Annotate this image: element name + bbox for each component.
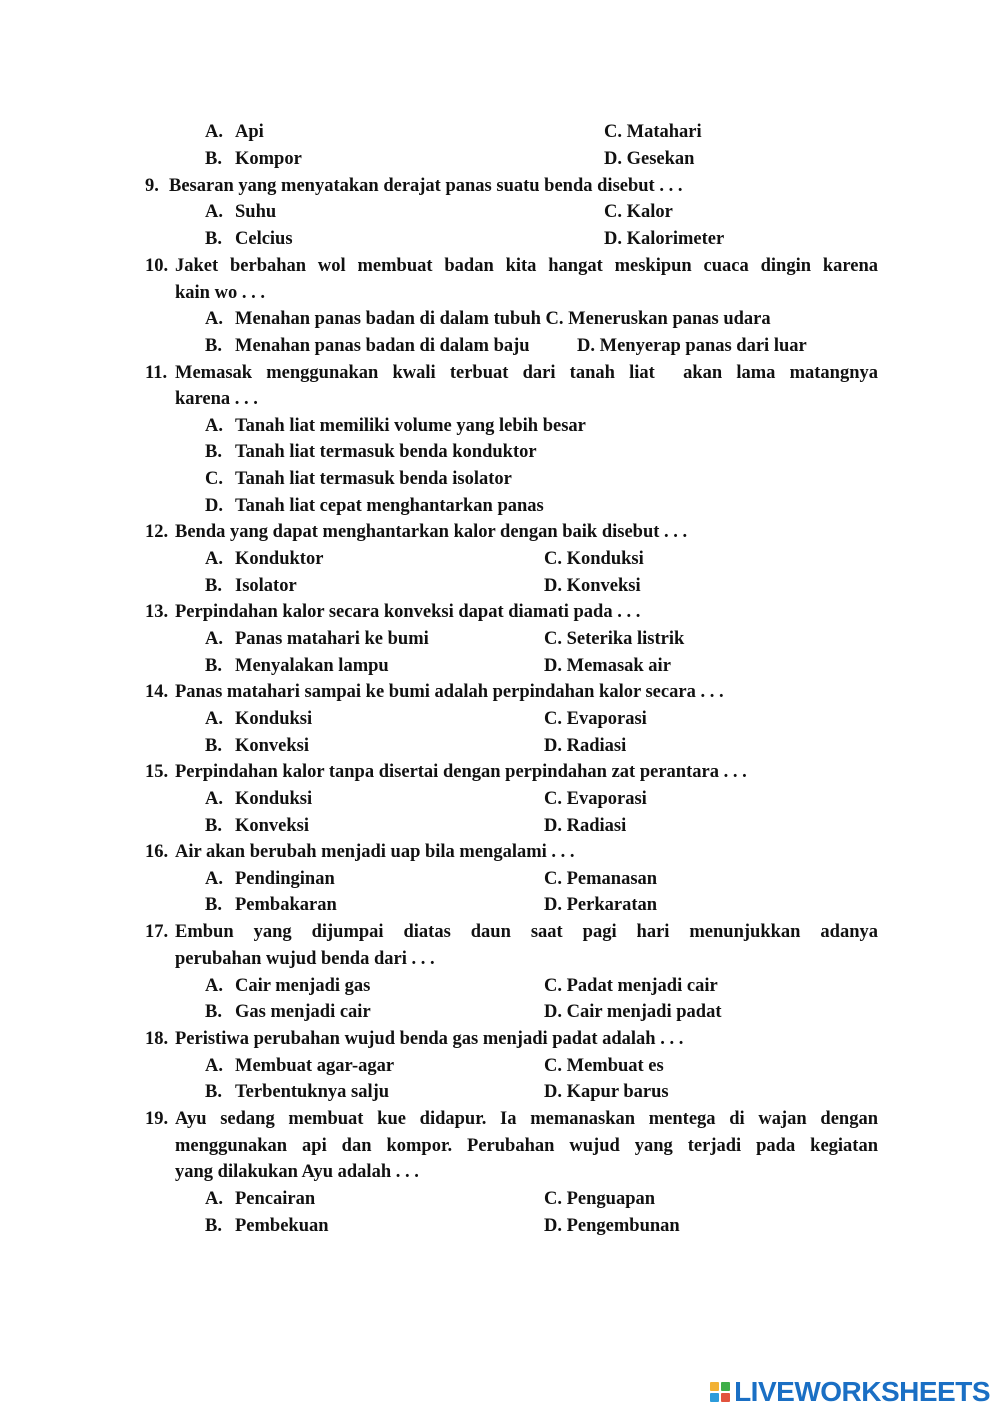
question-9: 9. Besaran yang menyatakan derajat panas suatu benda disebut . . . xyxy=(145,176,683,196)
q13-option-c: C. Seterika listrik xyxy=(544,629,685,649)
q15-option-c: C. Evaporasi xyxy=(544,789,647,809)
q16-option-a: A. Pendinginan xyxy=(205,869,335,889)
q14-option-d: D. Radiasi xyxy=(544,736,627,756)
question-16: 16. Air akan berubah menjadi uap bila mengalami . . . xyxy=(145,842,575,862)
liveworksheets-logo xyxy=(710,1377,990,1407)
question-10: 10. Jaket berbahan wol membuat badan kita hangat meskipun cuaca dingin karena xyxy=(145,256,878,276)
q9-option-d: D. Kalorimeter xyxy=(604,229,725,249)
q12-option-b: B. Isolator xyxy=(205,576,297,596)
q9-option-c: C. Kalor xyxy=(604,202,673,222)
q13-option-d: D. Memasak air xyxy=(544,656,671,676)
q13-option-b: B. Menyalakan lampu xyxy=(205,656,389,676)
logo-text: LIVEWORKSHEETS xyxy=(734,1376,990,1407)
q17-option-b: B. Gas menjadi cair xyxy=(205,1002,371,1022)
q18-option-c: C. Membuat es xyxy=(544,1056,664,1076)
q8-option-c: C. Matahari xyxy=(604,122,702,142)
question-19-line-2: menggunakan api dan kompor. Perubahan wujud yang terjadi pada kegiatan xyxy=(175,1136,878,1156)
question-17: 17. Embun yang dijumpai diatas daun saat pagi hari menunjukkan adanya xyxy=(145,922,878,942)
q10-option-a: A. Menahan panas badan di dalam tubuh C. Meneruskan panas udara xyxy=(205,309,771,329)
q13-option-a: A. Panas matahari ke bumi xyxy=(205,629,429,649)
q10-option-b: B. Menahan panas badan di dalam baju xyxy=(205,336,530,356)
question-18: 18. Peristiwa perubahan wujud benda gas menjadi padat adalah . . . xyxy=(145,1029,684,1049)
q8-option-d: D. Gesekan xyxy=(604,149,695,169)
q14-option-c: C. Evaporasi xyxy=(544,709,647,729)
q16-option-c: C. Pemanasan xyxy=(544,869,658,889)
q16-option-d: D. Perkaratan xyxy=(544,895,658,915)
q19-option-b: B. Pembekuan xyxy=(205,1216,329,1236)
q12-option-c: C. Konduksi xyxy=(544,549,644,569)
q9-option-b: B. Celcius xyxy=(205,229,293,249)
q16-option-b: B. Pembakaran xyxy=(205,895,337,915)
q18-option-b: B. Terbentuknya salju xyxy=(205,1082,390,1102)
question-14: 14. Panas matahari sampai ke bumi adalah perpindahan kalor secara . . . xyxy=(145,682,724,702)
logo-cubes-icon xyxy=(710,1382,730,1402)
question-17-line-2: perubahan wujud benda dari . . . xyxy=(175,949,435,969)
q11-option-d: D. Tanah liat cepat menghantarkan panas xyxy=(205,496,544,516)
q11-option-b: B. Tanah liat termasuk benda konduktor xyxy=(205,442,537,462)
q11-option-c: C. Tanah liat termasuk benda isolator xyxy=(205,469,512,489)
q8-option-b: B. Kompor xyxy=(205,149,302,169)
q17-option-a: A. Cair menjadi gas xyxy=(205,976,371,996)
q14-option-a: A. Konduksi xyxy=(205,709,313,729)
q14-option-b: B. Konveksi xyxy=(205,736,310,756)
question-11-line-2: karena . . . xyxy=(175,389,258,409)
q15-option-d: D. Radiasi xyxy=(544,816,627,836)
q12-option-d: D. Konveksi xyxy=(544,576,641,596)
q17-option-c: C. Padat menjadi cair xyxy=(544,976,718,996)
q19-option-d: D. Pengembunan xyxy=(544,1216,680,1236)
question-19-line-3: yang dilakukan Ayu adalah . . . xyxy=(175,1162,419,1182)
q10-option-d: D. Menyerap panas dari luar xyxy=(577,336,807,356)
question-10-line-2: kain wo . . . xyxy=(175,283,265,303)
q12-option-a: A. Konduktor xyxy=(205,549,324,569)
question-12: 12. Benda yang dapat menghantarkan kalor dengan baik disebut . . . xyxy=(145,522,688,542)
question-19: 19. Ayu sedang membuat kue didapur. Ia memanaskan mentega di wajan dengan xyxy=(145,1109,878,1129)
q11-option-a: A. Tanah liat memiliki volume yang lebih besar xyxy=(205,416,586,436)
q15-option-a: A. Konduksi xyxy=(205,789,313,809)
q15-option-b: B. Konveksi xyxy=(205,816,310,836)
q18-option-d: D. Kapur barus xyxy=(544,1082,669,1102)
q18-option-a: A. Membuat agar-agar xyxy=(205,1056,395,1076)
question-15: 15. Perpindahan kalor tanpa disertai dengan perpindahan zat perantara . . . xyxy=(145,762,747,782)
q19-option-c: C. Penguapan xyxy=(544,1189,656,1209)
q17-option-d: D. Cair menjadi padat xyxy=(544,1002,722,1022)
question-13: 13. Perpindahan kalor secara konveksi dapat diamati pada . . . xyxy=(145,602,641,622)
q9-option-a: A. Suhu xyxy=(205,202,277,222)
q8-option-a: A. Api xyxy=(205,122,264,142)
q19-option-a: A. Pencairan xyxy=(205,1189,316,1209)
question-11: 11. Memasak menggunakan kwali terbuat dari tanah liat akan lama matangnya xyxy=(145,363,878,383)
